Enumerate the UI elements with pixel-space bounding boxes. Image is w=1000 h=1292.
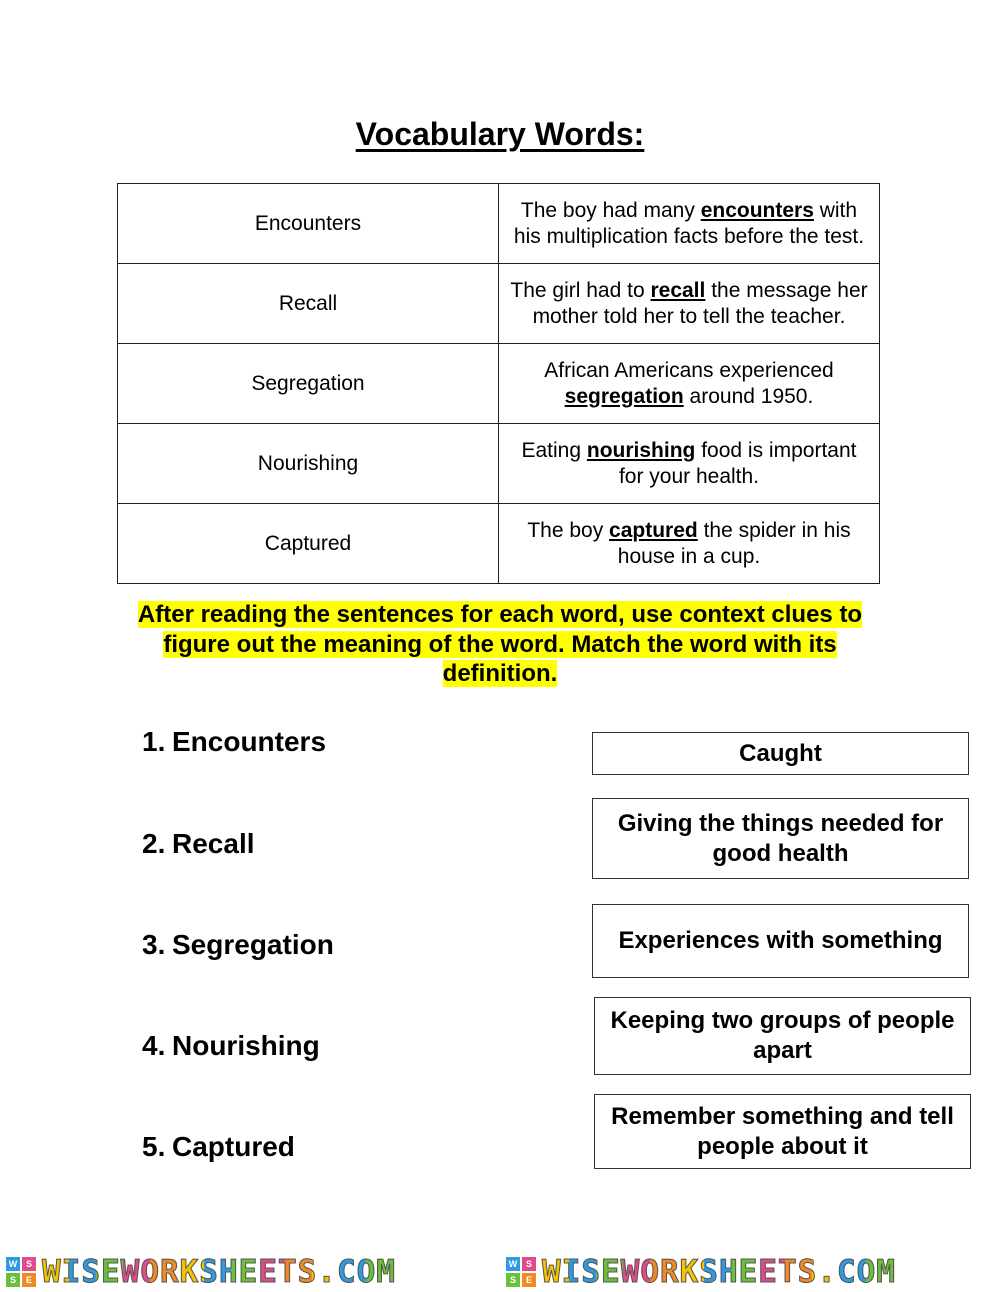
- example-sentence: African Americans experienced segregation around 1950.: [499, 344, 880, 424]
- wiseworksheets-logo-icon: W S S E: [506, 1257, 536, 1287]
- vocab-word: Nourishing: [118, 424, 499, 504]
- example-sentence: The boy captured the spider in his house in a cup.: [499, 504, 880, 584]
- worksheet-title: Vocabulary Words:: [355, 116, 645, 152]
- definition-box-good-health[interactable]: Giving the things needed for good health: [592, 798, 969, 879]
- definition-box-experiences[interactable]: Experiences with something: [592, 904, 969, 978]
- table-row: [118, 264, 880, 344]
- key-word: recall: [650, 278, 706, 302]
- match-word-5[interactable]: 5. Captured: [142, 1131, 295, 1162]
- vocab-word: Encounters: [118, 184, 499, 264]
- match-word-4[interactable]: 4. Nourishing: [142, 1030, 320, 1061]
- vocabulary-table: [117, 183, 880, 584]
- watermark-text: WISEWORKSHEETS.COM: [42, 1254, 396, 1290]
- watermark: [6, 1252, 396, 1292]
- watermark-text: WISEWORKSHEETS.COM: [542, 1254, 896, 1290]
- key-word: nourishing: [586, 438, 696, 462]
- vocab-word: Recall: [118, 264, 499, 344]
- definition-box-groups-apart[interactable]: Keeping two groups of people apart: [594, 997, 971, 1075]
- example-sentence: The boy had many encounters with his multiplication facts before the test.: [499, 184, 880, 264]
- watermark-footer: [0, 1252, 1000, 1292]
- instructions: After reading the sentences for each word, use context clues to figure out the meaning of the word. Match the word with its definition.: [137, 601, 863, 687]
- vocab-word: Segregation: [118, 344, 499, 424]
- definition-box-caught[interactable]: Caught: [592, 732, 969, 775]
- wiseworksheets-logo-icon: W S S E: [6, 1257, 36, 1287]
- match-word-3[interactable]: 3. Segregation: [142, 929, 334, 960]
- vocab-word: Captured: [118, 504, 499, 584]
- table-row: [118, 424, 880, 504]
- match-word-2[interactable]: 2. Recall: [142, 828, 255, 859]
- key-word: captured: [609, 518, 698, 542]
- example-sentence: The girl had to recall the message her mother told her to tell the teacher.: [499, 264, 880, 344]
- table-row: [118, 184, 880, 264]
- key-word: segregation: [564, 384, 684, 408]
- example-sentence: Eating nourishing food is important for your health.: [499, 424, 880, 504]
- match-word-1[interactable]: 1. Encounters: [142, 726, 327, 757]
- definition-box-remember[interactable]: Remember something and tell people about it: [594, 1094, 971, 1169]
- key-word: encounters: [700, 198, 814, 222]
- table-row: [118, 504, 880, 584]
- watermark: [506, 1252, 896, 1292]
- table-row: [118, 344, 880, 424]
